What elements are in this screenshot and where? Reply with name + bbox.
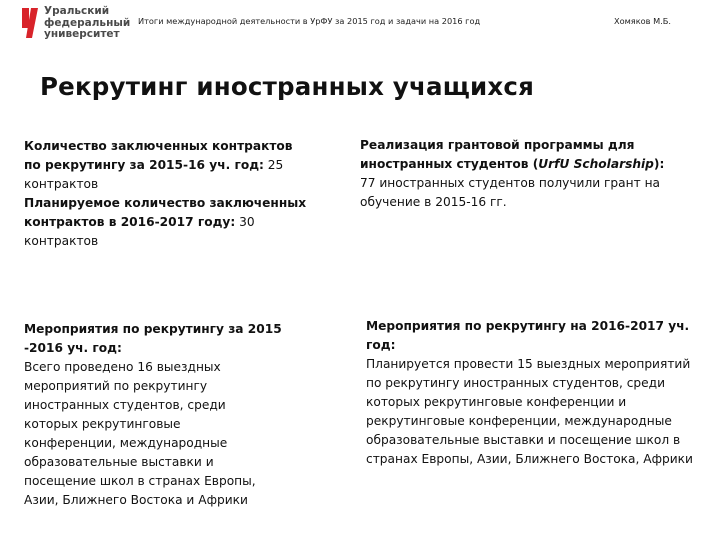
recruiting-2015-line: иностранных студентов, среди	[24, 398, 226, 412]
recruiting-2016-block	[366, 317, 711, 469]
planned-heading-2: контрактов в 2016-2017 году:	[24, 215, 236, 229]
recruiting-2015-heading-2: -2016 уч. год:	[24, 341, 122, 355]
grant-heading-2a: иностранных студентов (	[360, 157, 539, 171]
logo-line-3: университет	[44, 28, 120, 40]
recruiting-2016-heading-1: Мероприятия по рекрутингу на 2016-2017 уч.	[366, 319, 690, 333]
recruiting-2015-heading-1: Мероприятия по рекрутингу за 2015	[24, 322, 282, 336]
recruiting-2015-line: посещение школ в странах Европы,	[24, 474, 256, 488]
grant-block	[360, 136, 700, 212]
recruiting-2016-heading-2: год:	[366, 338, 396, 352]
contracts-heading-1: Количество заключенных контрактов	[24, 139, 293, 153]
planned-heading-1: Планируемое количество заключенных	[24, 196, 307, 210]
grant-heading-2b: ):	[653, 157, 665, 171]
contracts-unit-2: контрактов	[24, 234, 99, 248]
header-author: Хомяков М.Б.	[614, 16, 671, 26]
header-subtitle: Итоги международной деятельности в УрФУ за 2015 год и задачи на 2016 год	[138, 16, 481, 26]
logo-line-2: федеральный	[44, 16, 131, 29]
page-title: Рекрутинг иностранных учащихся	[40, 72, 535, 101]
recruiting-2016-line: по рекрутингу иностранных студентов, среди	[366, 376, 665, 390]
contracts-heading-2: по рекрутингу за 2015-16 уч. год:	[24, 158, 264, 172]
recruiting-2015-line: мероприятий по рекрутингу	[24, 379, 208, 393]
recruiting-2016-line: образовательные выставки и посещение школ в	[366, 433, 681, 447]
recruiting-2015-line: Азии, Ближнего Востока и Африки	[24, 493, 248, 507]
recruiting-2016-line: которых рекрутинговые конференции и	[366, 395, 627, 409]
recruiting-2015-line: которых рекрутинговые	[24, 417, 181, 431]
recruiting-2015-line: образовательные выставки и	[24, 455, 214, 469]
grant-text-2: обучение в 2015-16 гг.	[360, 195, 507, 209]
recruiting-2016-line: странах Европы, Азии, Ближнего Востока, Африки	[366, 452, 693, 466]
university-logo	[20, 6, 140, 42]
contracts-block	[24, 137, 324, 251]
ural-logo-icon	[20, 6, 40, 40]
contracts-unit-1: контрактов	[24, 177, 99, 191]
logo-line-1: Уральский	[44, 5, 110, 17]
recruiting-2015-block	[24, 320, 304, 510]
recruiting-2016-line: Планируется провести 15 выездных мероприятий	[366, 357, 691, 371]
recruiting-2016-line: рекрутинговые конференции, международные	[366, 414, 672, 428]
grant-heading-1: Реализация грантовой программы для	[360, 138, 635, 152]
recruiting-2015-line: конференции, международные	[24, 436, 228, 450]
recruiting-2015-line: Всего проведено 16 выездных	[24, 360, 221, 374]
contracts-value-2016: 30	[239, 215, 255, 229]
grant-program-name: UrfU Scholarship	[538, 157, 654, 171]
contracts-value-2015: 25	[267, 158, 284, 172]
grant-text-1: 77 иностранных студентов получили грант на	[360, 176, 661, 190]
logo-text	[44, 6, 130, 41]
